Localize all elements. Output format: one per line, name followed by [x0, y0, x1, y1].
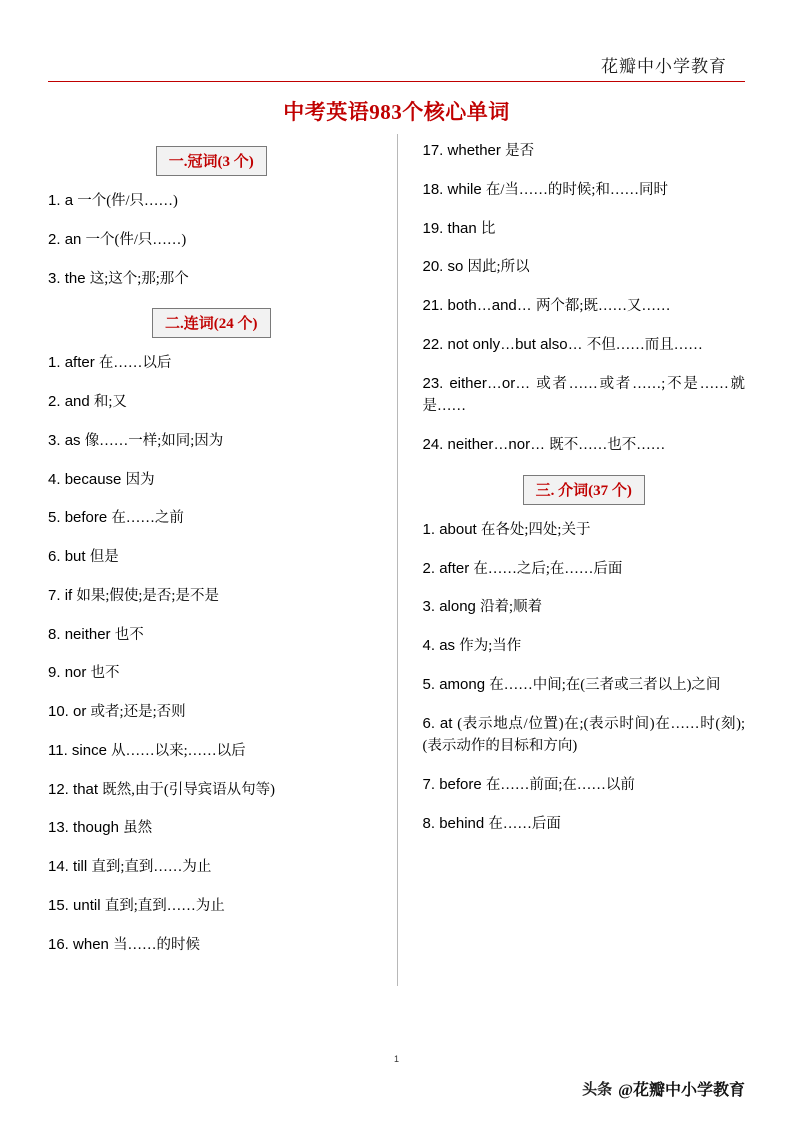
page-number: 1: [393, 1054, 399, 1064]
list-item: 16. when 当……的时候: [48, 935, 201, 953]
list-item: 2. an 一个(件/只……): [48, 230, 187, 248]
two-column-body: [48, 140, 745, 972]
list-item: 22. not only…but also… 不但……而且……: [422, 335, 703, 353]
list-item: 24. neither…nor… 既不……也不……: [422, 436, 666, 453]
list-item: 21. both…and… 两个都;既……又……: [422, 297, 671, 314]
list-item: 7. if 如果;假使;是否;是不是: [48, 586, 219, 604]
toutiao-logo-icon: 头条: [582, 1082, 613, 1098]
list-item: 10. or 或者;还是;否则: [48, 703, 186, 720]
list-item: 4. because 因为: [48, 470, 155, 488]
header-rule: [48, 81, 745, 82]
list-item: 20. so 因此;所以: [422, 258, 530, 276]
list-item: 19. than 比: [422, 219, 496, 237]
list-item: 3. the 这;这个;那;那个: [48, 269, 189, 287]
list-item: 8. neither 也不: [48, 625, 144, 643]
list-item: 14. till 直到;直到……为止: [48, 858, 212, 875]
section-heading-prepositions: 三. 介词(37 个): [423, 475, 746, 505]
list-item: 3. along 沿着;顺着: [422, 598, 543, 616]
right-column: [397, 140, 746, 972]
header-brand-row: [48, 0, 745, 77]
column-divider: [397, 134, 398, 986]
list-item: 2. and 和;又: [48, 393, 127, 410]
list-item: 23. either…or… 或者……或者……;不是……就是……: [422, 374, 746, 415]
list-item: 17. whether 是否: [422, 142, 535, 159]
list-item: 15. until 直到;直到……为止: [48, 896, 225, 914]
list-item: 1. about 在各处;四处;关于: [422, 520, 591, 538]
list-item: 11. since 从……以来;……以后: [48, 741, 246, 759]
list-item: 9. nor 也不: [48, 664, 120, 682]
list-item: 13. though 虽然: [48, 819, 153, 837]
left-column: [48, 140, 397, 972]
list-item: 5. among 在……中间;在(三者或三者以上)之间: [422, 675, 721, 693]
page-title: 中考英语983个核心单词: [283, 100, 510, 124]
section-heading-articles: 一.冠词(3 个): [48, 146, 375, 176]
footer-watermark: [582, 1077, 745, 1100]
list-item: 18. while 在/当……的时候;和……同时: [422, 180, 668, 198]
list-item: 6. at (表示地点/位置)在;(表示时间)在……时(刻);(表示动作的目标和方向): [422, 714, 746, 755]
list-item: 4. as 作为;当作: [422, 637, 522, 654]
list-item: 3. as 像……一样;如同;因为: [48, 431, 224, 449]
list-item: 7. before 在……前面;在……以前: [422, 776, 635, 793]
footer-brand-name: @花瓣中小学教育: [618, 1082, 745, 1099]
list-item: 2. after 在……之后;在……后面: [422, 559, 623, 577]
section-heading-conjunctions: 二.连词(24 个): [48, 308, 375, 338]
publisher-brand: 花瓣中小学教育: [601, 57, 727, 76]
list-item: 12. that 既然,由于(引导宾语从句等): [48, 780, 276, 798]
list-item: 1. a 一个(件/只……): [48, 192, 178, 209]
list-item: 8. behind 在……后面: [422, 814, 561, 832]
list-item: 5. before 在……之前: [48, 509, 184, 527]
list-item: 1. after 在……以后: [48, 354, 172, 372]
list-item: 6. but 但是: [48, 548, 119, 565]
